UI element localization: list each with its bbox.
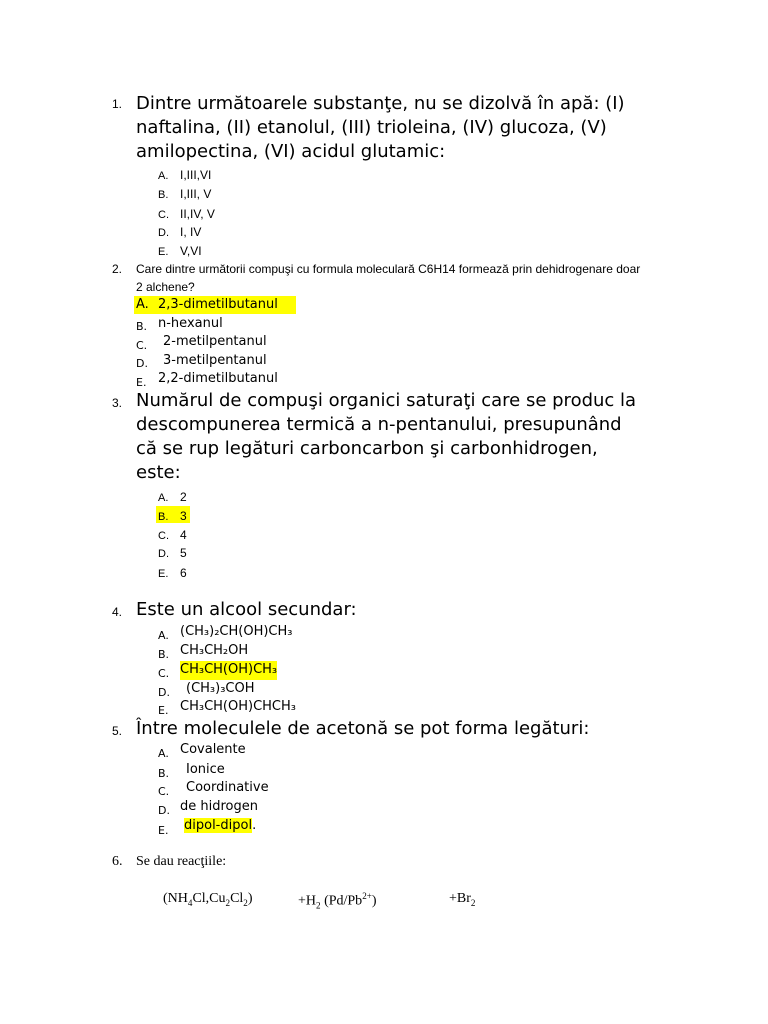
- option-letter: C.: [158, 530, 169, 542]
- reaction-reagent-2: $+H_2$ $(Pd/Pb^{2+})$: [298, 891, 377, 911]
- option-text: I,III,VI: [180, 168, 212, 182]
- option-letter: B.: [158, 511, 169, 523]
- option-text: I, IV: [180, 225, 202, 239]
- option-text: 2-metilpentanul: [163, 334, 267, 349]
- question-text: Se dau reacţiile:: [136, 854, 227, 869]
- option-letter: B.: [158, 767, 170, 780]
- reaction-reagent-1: $(NH_4Cl,Cu_2Cl_2)$: [163, 891, 253, 908]
- option-letter: B.: [136, 320, 148, 333]
- question-number: 6.: [112, 854, 123, 869]
- option-text: I,III, V: [180, 187, 212, 201]
- option-text: V,VI: [180, 244, 202, 258]
- question-number: 3.: [112, 396, 123, 410]
- option-letter: E.: [158, 568, 169, 580]
- question-text: Între moleculele de acetonă se pot forma legături:: [136, 718, 590, 739]
- option-letter: C.: [136, 339, 148, 352]
- option-text: Covalente: [180, 742, 246, 757]
- option-letter: D.: [158, 686, 170, 699]
- question-number: 4.: [112, 605, 123, 619]
- question-text: Care dintre următorii compuşi cu formula moleculară C6H14 formează prin dehidrogenare doar 2 alchene?: [136, 262, 641, 294]
- option-letter: A.: [158, 629, 169, 642]
- option-letter: E.: [158, 704, 169, 717]
- option-text: II,IV, V: [180, 207, 215, 221]
- question-text: Numărul de compuşi organici saturaţi care se produc la descompunerea termică a n-pentanului, presupunând că se rup legături carboncarbon şi carbonhidrogen, este:: [136, 390, 637, 483]
- question-number: 5.: [112, 724, 123, 738]
- option-text: Coordinative: [186, 780, 269, 795]
- option-text: 2,3-dimetilbutanul: [158, 297, 278, 312]
- option-letter: A.: [158, 170, 169, 182]
- reaction-reagent-3: $+Br_2$: [449, 891, 476, 908]
- question-text: Dintre următoarele substanţe, nu se dizolvă în apă: (I) naftalina, (II) etanolul, (III) trioleina, (IV) glucoza, (V) amilopectina, (VI) acidul glutamic:: [136, 93, 625, 162]
- option-letter: D.: [158, 548, 169, 560]
- option-letter: C.: [158, 209, 169, 221]
- option-text: (CH₃)₂CH(OH)CH₃: [180, 624, 293, 639]
- option-text: 3: [180, 509, 187, 523]
- option-text: CH₃CH₂OH: [180, 643, 249, 658]
- option-letter: D.: [158, 227, 169, 239]
- option-letter: E.: [158, 246, 169, 258]
- option-letter: C.: [158, 785, 170, 798]
- option-letter: B.: [158, 648, 170, 661]
- option-text: Ionice: [186, 762, 225, 777]
- option-letter: B.: [158, 189, 169, 201]
- option-text: 2: [180, 490, 187, 504]
- question-text: Este un alcool secundar:: [136, 599, 357, 620]
- question-number: 2.: [112, 262, 123, 276]
- option-text: 2,2-dimetilbutanul: [158, 371, 278, 386]
- option-text: (CH₃)₃COH: [186, 681, 255, 696]
- option-letter: D.: [136, 357, 148, 370]
- option-letter: A.: [136, 297, 149, 312]
- option-text: 5: [180, 546, 187, 560]
- option-text: 6: [180, 566, 187, 580]
- option-letter: E.: [158, 824, 169, 837]
- option-letter: A.: [158, 492, 169, 504]
- option-text: n-hexanul: [158, 316, 223, 331]
- option-letter: C.: [158, 667, 170, 680]
- option-letter: D.: [158, 804, 170, 817]
- option-letter: E.: [136, 376, 147, 389]
- option-text: 4: [180, 528, 187, 542]
- option-text: dipol-dipol.: [184, 818, 257, 833]
- option-text: 3-metilpentanul: [163, 353, 267, 368]
- option-text: CH₃CH(OH)CHCH₃: [180, 699, 296, 714]
- option-text: de hidrogen: [180, 799, 258, 814]
- option-text: CH₃CH(OH)CH₃: [180, 661, 277, 680]
- question-number: 1.: [112, 97, 123, 111]
- option-letter: A.: [158, 747, 169, 760]
